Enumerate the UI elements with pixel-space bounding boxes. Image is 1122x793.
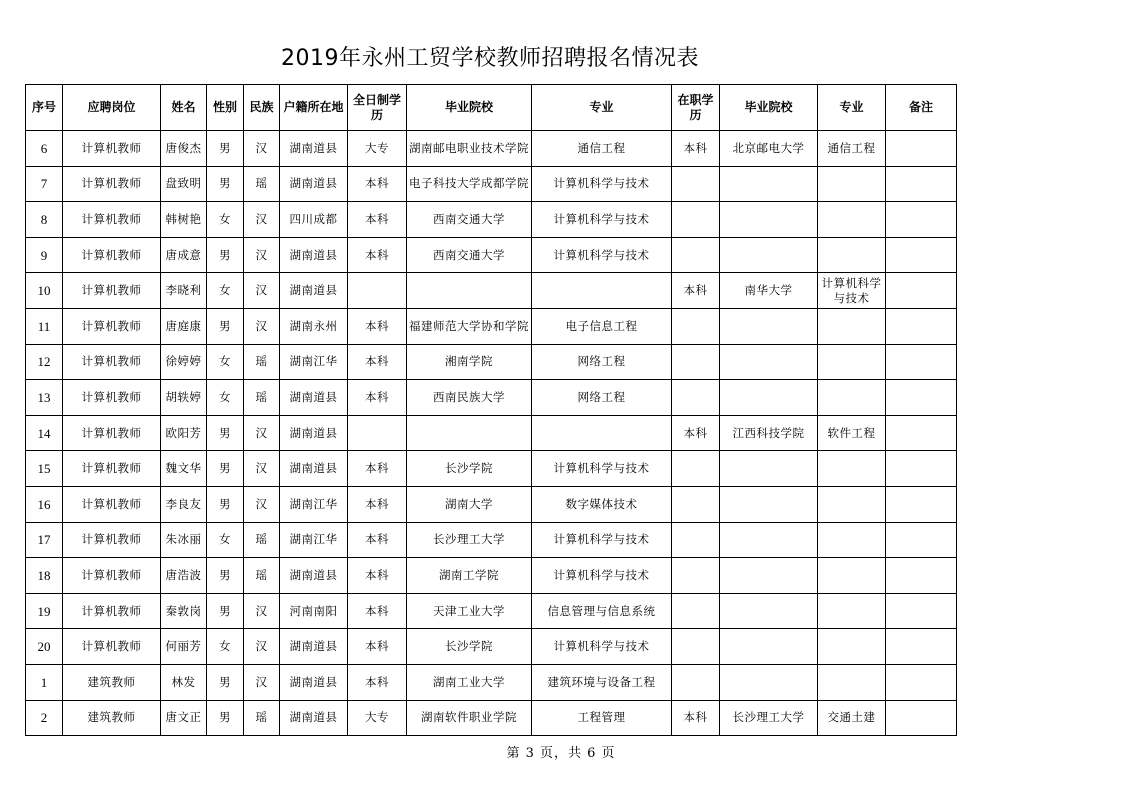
table-cell [720, 344, 818, 380]
table-cell: 北京邮电大学 [720, 131, 818, 167]
table-cell [886, 237, 957, 273]
table-cell: 19 [26, 593, 63, 629]
table-cell: 湖南工学院 [407, 558, 532, 594]
table-cell: 西南交通大学 [407, 202, 532, 238]
col-header: 备注 [886, 85, 957, 131]
table-cell: 7 [26, 166, 63, 202]
col-header: 性别 [207, 85, 244, 131]
table-cell: 湖南道县 [280, 380, 348, 416]
table-cell: 计算机教师 [63, 273, 161, 309]
table-row [26, 415, 957, 451]
table-cell: 女 [207, 629, 244, 665]
table-cell [672, 629, 720, 665]
table-cell: 本科 [672, 415, 720, 451]
col-header: 全日制学历 [348, 85, 407, 131]
table-cell: 通信工程 [818, 131, 886, 167]
table-cell: 男 [207, 415, 244, 451]
table-cell: 电子信息工程 [532, 308, 672, 344]
col-header: 户籍所在地 [280, 85, 348, 131]
table-cell: 男 [207, 237, 244, 273]
table-cell: 2 [26, 700, 63, 736]
table-cell: 建筑环境与设备工程 [532, 664, 672, 700]
table-cell [818, 486, 886, 522]
table-cell [672, 166, 720, 202]
table-cell: 瑶 [244, 700, 280, 736]
table-cell [818, 380, 886, 416]
table-cell: 福建师范大学协和学院 [407, 308, 532, 344]
table-cell: 湖南软件职业学院 [407, 700, 532, 736]
table-cell: 20 [26, 629, 63, 665]
table-cell: 本科 [348, 380, 407, 416]
table-cell: 9 [26, 237, 63, 273]
table-cell [672, 593, 720, 629]
table-row [26, 664, 957, 700]
table-cell: 秦敦岗 [161, 593, 207, 629]
table-cell: 湖南工业大学 [407, 664, 532, 700]
table-cell: 李晓利 [161, 273, 207, 309]
table-cell: 湖南道县 [280, 131, 348, 167]
table-cell [886, 166, 957, 202]
table-cell: 计算机教师 [63, 486, 161, 522]
table-cell: 江西科技学院 [720, 415, 818, 451]
table-cell: 欧阳芳 [161, 415, 207, 451]
table-cell: 汉 [244, 273, 280, 309]
table-cell: 软件工程 [818, 415, 886, 451]
table-cell [886, 629, 957, 665]
table-row [26, 380, 957, 416]
table-cell: 男 [207, 558, 244, 594]
table-cell: 胡轶婷 [161, 380, 207, 416]
table-cell: 女 [207, 522, 244, 558]
table-cell [348, 273, 407, 309]
table-cell: 8 [26, 202, 63, 238]
table-cell [720, 522, 818, 558]
table-cell: 四川成都 [280, 202, 348, 238]
table-cell [818, 344, 886, 380]
table-cell: 计算机教师 [63, 237, 161, 273]
table-cell: 14 [26, 415, 63, 451]
table-cell: 建筑教师 [63, 700, 161, 736]
table-cell [348, 415, 407, 451]
table-cell: 本科 [348, 166, 407, 202]
table-cell: 15 [26, 451, 63, 487]
table-cell: 本科 [348, 629, 407, 665]
table-row [26, 629, 957, 665]
table-cell: 男 [207, 451, 244, 487]
table-cell [886, 593, 957, 629]
table-cell: 湖南道县 [280, 415, 348, 451]
table-cell: 湘南学院 [407, 344, 532, 380]
table-cell: 计算机科学与技术 [532, 451, 672, 487]
table-cell [720, 237, 818, 273]
table-header-row [26, 85, 957, 131]
table-cell: 长沙学院 [407, 629, 532, 665]
table-cell [532, 415, 672, 451]
table-cell [672, 344, 720, 380]
table-cell [672, 202, 720, 238]
table-row [26, 237, 957, 273]
table-cell: 建筑教师 [63, 664, 161, 700]
table-cell: 计算机教师 [63, 451, 161, 487]
table-cell [407, 273, 532, 309]
table-cell: 盘致明 [161, 166, 207, 202]
table-cell: 唐庭康 [161, 308, 207, 344]
table-row [26, 700, 957, 736]
table-cell: 计算机教师 [63, 629, 161, 665]
table-cell [886, 664, 957, 700]
table-cell: 唐浩波 [161, 558, 207, 594]
col-header: 毕业院校 [720, 85, 818, 131]
table-cell: 河南南阳 [280, 593, 348, 629]
table-cell: 女 [207, 380, 244, 416]
table-cell: 计算机教师 [63, 131, 161, 167]
table-cell [818, 451, 886, 487]
table-cell: 李良友 [161, 486, 207, 522]
sheet-title: 2019年永州工贸学校教师招聘报名情况表 [281, 46, 699, 71]
table-cell: 瑶 [244, 522, 280, 558]
table-cell: 10 [26, 273, 63, 309]
table-cell: 瑶 [244, 344, 280, 380]
table-body [26, 131, 957, 736]
col-header: 序号 [26, 85, 63, 131]
table-cell [672, 558, 720, 594]
table-cell: 17 [26, 522, 63, 558]
table-cell [886, 486, 957, 522]
table-cell: 本科 [348, 593, 407, 629]
table-cell: 工程管理 [532, 700, 672, 736]
table-cell: 本科 [348, 486, 407, 522]
table-cell: 湖南道县 [280, 273, 348, 309]
table-cell: 网络工程 [532, 380, 672, 416]
table-cell: 本科 [348, 451, 407, 487]
table-cell [720, 380, 818, 416]
table-cell: 韩树艳 [161, 202, 207, 238]
table-cell: 长沙学院 [407, 451, 532, 487]
table-cell [818, 593, 886, 629]
table-cell [407, 415, 532, 451]
table-cell: 长沙理工大学 [720, 700, 818, 736]
page-footer: 第 3 页，共 6 页 [506, 746, 616, 761]
table-cell: 湖南江华 [280, 522, 348, 558]
table-cell: 徐婷婷 [161, 344, 207, 380]
table-cell: 本科 [348, 344, 407, 380]
table-cell: 数字媒体技术 [532, 486, 672, 522]
table-cell: 电子科技大学成都学院 [407, 166, 532, 202]
table-cell: 汉 [244, 308, 280, 344]
table-cell: 男 [207, 700, 244, 736]
table-cell: 林发 [161, 664, 207, 700]
table-cell: 男 [207, 486, 244, 522]
table-cell: 瑶 [244, 558, 280, 594]
table-cell: 18 [26, 558, 63, 594]
table-cell: 男 [207, 593, 244, 629]
col-header: 民族 [244, 85, 280, 131]
table-cell: 1 [26, 664, 63, 700]
table-row [26, 486, 957, 522]
table-cell: 计算机科学与技术 [532, 629, 672, 665]
table-cell [720, 629, 818, 665]
table-cell: 汉 [244, 415, 280, 451]
table-cell [886, 131, 957, 167]
table-cell: 湖南道县 [280, 558, 348, 594]
table-cell: 计算机科学与技术 [532, 558, 672, 594]
table-cell: 男 [207, 166, 244, 202]
table-cell: 交通土建 [818, 700, 886, 736]
table-row [26, 451, 957, 487]
table-cell: 计算机教师 [63, 166, 161, 202]
table-cell: 瑶 [244, 166, 280, 202]
table-cell: 男 [207, 308, 244, 344]
table-cell: 计算机科学与技术 [818, 273, 886, 309]
table-cell: 汉 [244, 237, 280, 273]
table-cell: 12 [26, 344, 63, 380]
table-cell: 唐成意 [161, 237, 207, 273]
table-cell: 湖南道县 [280, 166, 348, 202]
table-cell: 湖南永州 [280, 308, 348, 344]
table-cell [818, 629, 886, 665]
table-cell [818, 237, 886, 273]
table-cell: 计算机科学与技术 [532, 166, 672, 202]
table-cell [672, 522, 720, 558]
table-cell: 朱冰丽 [161, 522, 207, 558]
table-cell: 计算机教师 [63, 558, 161, 594]
table-cell [672, 308, 720, 344]
table-cell: 本科 [348, 522, 407, 558]
col-header: 姓名 [161, 85, 207, 131]
table-row [26, 131, 957, 167]
table-cell: 汉 [244, 451, 280, 487]
table-cell [672, 380, 720, 416]
table-cell: 11 [26, 308, 63, 344]
table-cell: 13 [26, 380, 63, 416]
table-cell: 6 [26, 131, 63, 167]
table-cell: 网络工程 [532, 344, 672, 380]
table-cell [532, 273, 672, 309]
table-cell [720, 202, 818, 238]
table-cell: 大专 [348, 131, 407, 167]
col-header: 在职学历 [672, 85, 720, 131]
table-cell [886, 308, 957, 344]
table-cell: 计算机教师 [63, 593, 161, 629]
table-cell: 女 [207, 202, 244, 238]
table-cell [720, 451, 818, 487]
table-cell [818, 522, 886, 558]
table-cell: 本科 [348, 308, 407, 344]
table-cell: 湖南江华 [280, 486, 348, 522]
table-cell [886, 380, 957, 416]
table-cell: 汉 [244, 202, 280, 238]
table-cell: 男 [207, 664, 244, 700]
table-cell: 湖南大学 [407, 486, 532, 522]
table-cell: 湖南邮电职业技术学院 [407, 131, 532, 167]
table-cell: 汉 [244, 629, 280, 665]
table-cell: 湖南道县 [280, 237, 348, 273]
table-cell: 何丽芳 [161, 629, 207, 665]
table-cell: 南华大学 [720, 273, 818, 309]
table-cell: 计算机科学与技术 [532, 237, 672, 273]
table-row [26, 593, 957, 629]
table-cell [886, 344, 957, 380]
table-cell: 湖南道县 [280, 664, 348, 700]
table-cell [720, 593, 818, 629]
table-cell: 瑶 [244, 380, 280, 416]
table-cell: 湖南道县 [280, 629, 348, 665]
table-row [26, 202, 957, 238]
table-cell [886, 415, 957, 451]
table-cell: 本科 [672, 273, 720, 309]
table-cell: 计算机教师 [63, 202, 161, 238]
table-cell: 西南交通大学 [407, 237, 532, 273]
table-cell: 汉 [244, 664, 280, 700]
table-cell [672, 237, 720, 273]
table-cell: 魏文华 [161, 451, 207, 487]
table-cell [818, 166, 886, 202]
table-cell: 计算机教师 [63, 522, 161, 558]
table-cell [886, 451, 957, 487]
table-cell: 计算机教师 [63, 380, 161, 416]
table-cell: 本科 [348, 558, 407, 594]
table-cell: 16 [26, 486, 63, 522]
table-cell: 大专 [348, 700, 407, 736]
table-cell: 计算机科学与技术 [532, 202, 672, 238]
table-cell [672, 451, 720, 487]
table-cell: 计算机教师 [63, 415, 161, 451]
table-cell: 本科 [672, 700, 720, 736]
table-cell: 湖南道县 [280, 451, 348, 487]
table-cell [672, 664, 720, 700]
table-cell [720, 308, 818, 344]
table-cell: 汉 [244, 486, 280, 522]
table-row [26, 522, 957, 558]
table-cell: 汉 [244, 131, 280, 167]
table-row [26, 558, 957, 594]
table-cell: 计算机教师 [63, 344, 161, 380]
table-cell: 本科 [348, 237, 407, 273]
table-cell [720, 558, 818, 594]
table-cell: 本科 [672, 131, 720, 167]
table-cell [720, 664, 818, 700]
table-cell: 本科 [348, 202, 407, 238]
table-cell: 女 [207, 273, 244, 309]
table-cell: 湖南道县 [280, 700, 348, 736]
table-cell [818, 664, 886, 700]
table-cell: 唐文正 [161, 700, 207, 736]
table-cell: 信息管理与信息系统 [532, 593, 672, 629]
col-header: 毕业院校 [407, 85, 532, 131]
table-cell: 汉 [244, 593, 280, 629]
table-row [26, 308, 957, 344]
table-cell [886, 202, 957, 238]
table-cell [818, 202, 886, 238]
table-cell: 西南民族大学 [407, 380, 532, 416]
table-cell [672, 486, 720, 522]
table-cell: 唐俊杰 [161, 131, 207, 167]
table-cell: 本科 [348, 664, 407, 700]
col-header: 专业 [532, 85, 672, 131]
table-cell [886, 558, 957, 594]
table-cell [720, 486, 818, 522]
table-cell: 男 [207, 131, 244, 167]
table-row [26, 344, 957, 380]
table-cell: 长沙理工大学 [407, 522, 532, 558]
col-header: 专业 [818, 85, 886, 131]
applicant-table [25, 84, 957, 736]
col-header: 应聘岗位 [63, 85, 161, 131]
table-cell: 天津工业大学 [407, 593, 532, 629]
table-cell: 通信工程 [532, 131, 672, 167]
table-cell [720, 166, 818, 202]
table-cell: 湖南江华 [280, 344, 348, 380]
table-cell: 计算机科学与技术 [532, 522, 672, 558]
table-row [26, 166, 957, 202]
table-cell [886, 273, 957, 309]
table-cell [818, 308, 886, 344]
table-cell: 女 [207, 344, 244, 380]
table-cell [818, 558, 886, 594]
table-cell [886, 700, 957, 736]
table-cell: 计算机教师 [63, 308, 161, 344]
table-cell [886, 522, 957, 558]
table-row [26, 273, 957, 309]
